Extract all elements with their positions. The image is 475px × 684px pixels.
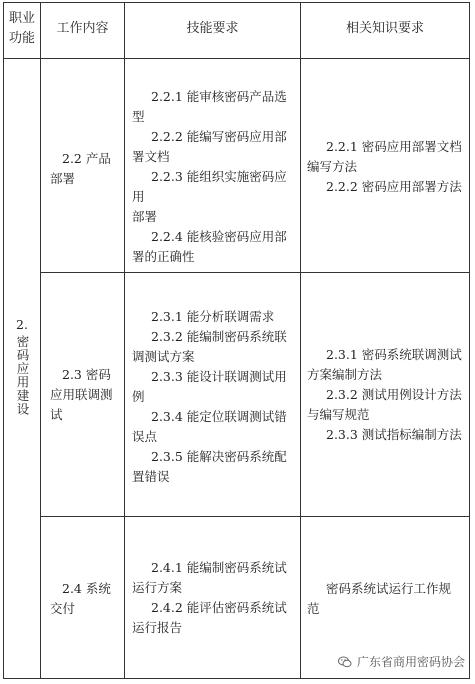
header-divider <box>4 58 469 59</box>
skill-item: 2.4.1 能编制密码系统试 运行方案 <box>132 560 287 595</box>
work-line: 2.2 产品 <box>62 151 111 166</box>
work-line: 2.4 系统 <box>62 581 111 596</box>
skills-2-4 <box>132 558 298 638</box>
skill-item: 2.3.4 能定位联调测试错 误点 <box>132 409 287 444</box>
col-divider-1 <box>40 3 41 678</box>
skills-2-2 <box>132 87 298 267</box>
competency-table <box>3 2 470 679</box>
work-content-2-3 <box>50 365 122 425</box>
watermark-text: 广东省商用密码协会 <box>357 655 466 669</box>
work-line: 应用联调测 <box>50 387 113 402</box>
header-occupational-function <box>4 9 40 49</box>
col-divider-2 <box>124 3 125 678</box>
skill-item: 2.3.2 能编制密码系统联 调测试方案 <box>132 329 287 364</box>
watermark <box>338 653 465 670</box>
work-line: 试 <box>50 407 63 422</box>
knowledge-item: 2.3.3 测试指标编制方法 <box>326 427 462 442</box>
work-line: 2.3 密码 <box>62 367 111 382</box>
knowledge-item: 2.2.1 密码应用部署文档 编写方法 <box>307 139 462 174</box>
skill-item: 2.4.2 能评估密码系统试 运行报告 <box>132 600 287 635</box>
skill-item: 2.2.3 能组织实施密码应用 部署 <box>132 169 287 224</box>
work-content-2-2 <box>50 149 122 189</box>
function-number: 2. <box>16 317 28 332</box>
knowledge-item: 2.3.2 测试用例设计方法 与编写规范 <box>307 387 462 422</box>
skill-item: 2.3.5 能解决密码系统配 置错误 <box>132 449 287 484</box>
skill-item: 2.3.3 能设计联调测试用 例 <box>132 369 287 404</box>
row-divider-2 <box>40 516 469 517</box>
col-divider-3 <box>300 3 301 678</box>
skill-item: 2.2.4 能核验密码应用部 署的正确性 <box>132 229 287 264</box>
header-knowledge-requirements: 相关知识要求 <box>345 21 424 36</box>
knowledge-2-4 <box>307 579 467 619</box>
work-content-2-4 <box>50 579 122 619</box>
knowledge-2-3 <box>307 345 467 445</box>
work-line: 部署 <box>50 171 76 186</box>
skill-item: 2.2.1 能审核密码产品选 型 <box>132 89 287 124</box>
knowledge-item: 密码系统试运行工作规 范 <box>307 581 452 616</box>
row-divider-1 <box>40 272 469 273</box>
header-line: 职业 <box>8 11 35 26</box>
function-cell <box>4 315 40 416</box>
skill-item: 2.2.2 能编写密码应用部 署文档 <box>132 129 287 164</box>
header-line: 功能 <box>8 31 35 46</box>
skill-item: 2.3.1 能分析联调需求 <box>151 309 275 324</box>
skills-2-3 <box>132 307 298 487</box>
work-line: 交付 <box>50 601 76 616</box>
function-name: 密码应用建设 <box>15 335 30 416</box>
wechat-icon <box>338 656 352 668</box>
header-skill-requirements: 技能要求 <box>186 21 239 36</box>
knowledge-item: 2.3.1 密码系统联调测试 方案编制方法 <box>307 347 462 382</box>
knowledge-2-2 <box>307 137 467 197</box>
knowledge-item: 2.2.2 密码应用部署方法 <box>326 179 462 194</box>
header-work-content: 工作内容 <box>56 21 109 36</box>
